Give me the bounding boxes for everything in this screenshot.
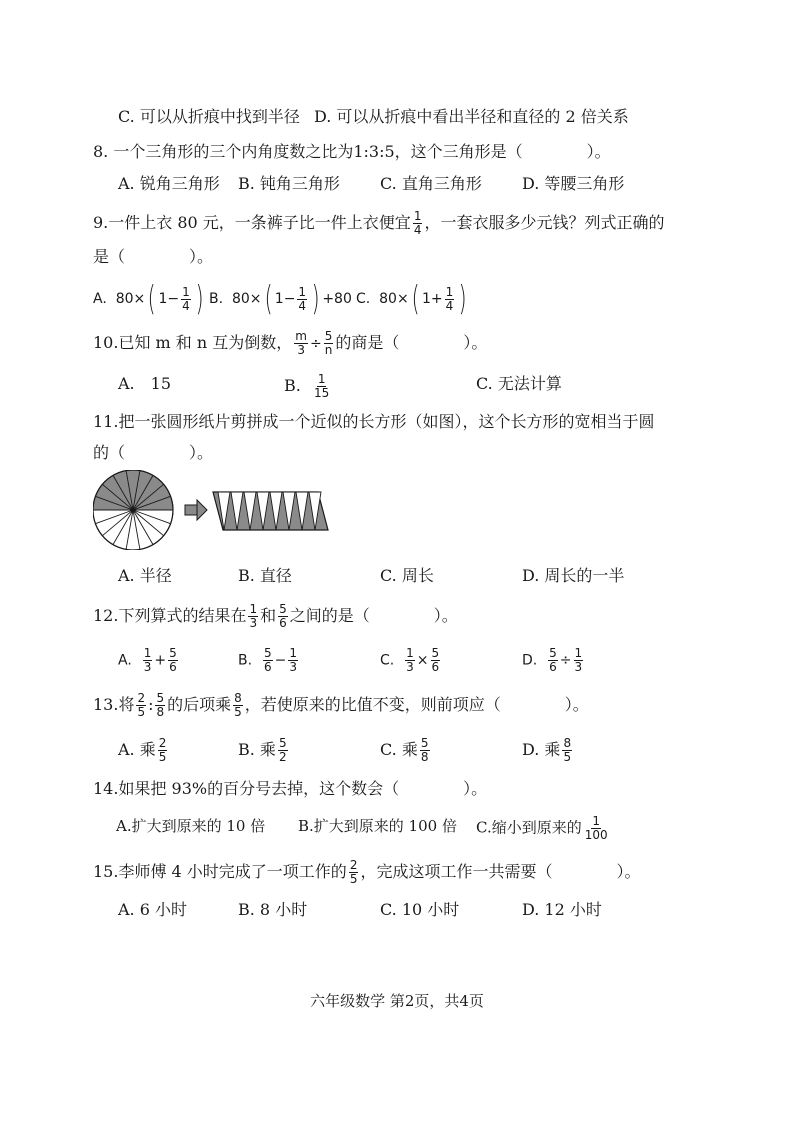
q7-option-c: C. 可以从折痕中找到半径 [118, 107, 300, 126]
q8-stem: 8. 一个三角形的三个内角度数之比为1:3:5，这个三角形是（ ）。 [93, 142, 611, 161]
q9-option-b: B. 80×( 1− $\frac{1}{4}$ ) +80 [209, 279, 352, 319]
q11-stem-a: 11.把一张圆形纸片剪拼成一个近似的长方形（如图），这个长方形的宽相当于圆 [93, 412, 655, 431]
q13-option-b: B. 乘 $\frac{5}{2}$ [238, 736, 287, 764]
q13-option-a: A. 乘 $\frac{2}{5}$ [118, 736, 167, 764]
q14-stem: 14.如果把 93%的百分号去掉，这个数会（ ）。 [93, 779, 488, 798]
q12-option-a: A. $\frac{1}{3}$ + $\frac{5}{6}$ [118, 646, 177, 674]
q10-option-a: A. 15 [118, 374, 172, 393]
q15-option-c: C. 10 小时 [380, 900, 460, 919]
q11-option-c: C. 周长 [380, 566, 434, 585]
q10-option-b: B. $\frac{1}{15}$ [284, 372, 330, 400]
q12-stem: 12.下列算式的结果在 $\frac{1}{3}$ 和 $\frac{5}{6}$ 之间的是（ ）。 [93, 602, 458, 630]
right-arrow-icon [185, 500, 207, 520]
q11-option-d: D. 周长的一半 [522, 566, 625, 585]
q8-option-c: C. 直角三角形 [380, 174, 482, 193]
q12-option-d: D. $\frac{5}{6}$ ÷ $\frac{1}{3}$ [522, 646, 583, 674]
q14-option-b: B.扩大到原来的 100 倍 [298, 817, 457, 835]
q11-stem-b: 的（ ）。 [93, 443, 214, 462]
q9-option-a: A. 80×( 1− $\frac{1}{4}$ ) [93, 279, 204, 319]
q14-option-a: A.扩大到原来的 10 倍 [116, 817, 266, 835]
q11-option-a: A. 半径 [118, 566, 172, 585]
q9-stem-c: 是（ ）。 [93, 247, 214, 266]
circle-to-rectangle-figure [93, 470, 338, 550]
q10-stem: 10.已知 m 和 n 互为倒数， $\frac{m}{3}$ ÷ $\frac{5}{n}$ 的商是（ ）。 [93, 329, 488, 357]
q13-stem: 13.将 $\frac{2}{5}$ : $\frac{5}{8}$ 的后项乘 $\frac{8}{5}$ ，若使原来的比值不变，则前项应（ ）。 [93, 691, 589, 719]
q14-option-c: C.缩小到原来的 $\frac{1}{100}$ [476, 814, 608, 842]
approx-rectangle [213, 492, 328, 530]
q13-option-d: D. 乘 $\frac{8}{5}$ [522, 736, 572, 764]
q15-option-d: D. 12 小时 [522, 900, 602, 919]
q15-option-a: A. 6 小时 [118, 900, 187, 919]
q8-option-a: A. 锐角三角形 [118, 174, 220, 193]
q12-option-b: B. $\frac{5}{6}$ − $\frac{1}{3}$ [238, 646, 297, 674]
q7-option-d: D. 可以从折痕中看出半径和直径的 2 倍关系 [314, 107, 629, 126]
q15-option-b: B. 8 小时 [238, 900, 308, 919]
q15-stem: 15.李师傅 4 小时完成了一项工作的 $\frac{2}{5}$ ，完成这项工作一共需要（ ）。 [93, 858, 641, 886]
q8-option-b: B. 钝角三角形 [238, 174, 340, 193]
q11-option-b: B. 直径 [238, 566, 292, 585]
q9-fraction: $\frac{1}{4}$ [413, 209, 422, 237]
q10-option-c: C. 无法计算 [476, 374, 562, 393]
q13-option-c: C. 乘 $\frac{5}{8}$ [380, 736, 429, 764]
q9-option-c: C. 80×( 1+ $\frac{1}{4}$ ) [356, 279, 467, 319]
cut-circle [93, 470, 173, 550]
q9-stem-line1 [93, 210, 664, 237]
page-footer: 六年级数学 第2页，共4页 [310, 992, 484, 1010]
q9-stem-a: 9.一件上衣 80 元，一条裤子比一件上衣便宜 [93, 213, 411, 232]
q9-stem-b: ，一套衣服多少元钱？列式正确的 [424, 213, 665, 232]
q8-option-d: D. 等腰三角形 [522, 174, 625, 193]
q12-option-c: C. $\frac{1}{3}$ × $\frac{5}{6}$ [380, 646, 440, 674]
